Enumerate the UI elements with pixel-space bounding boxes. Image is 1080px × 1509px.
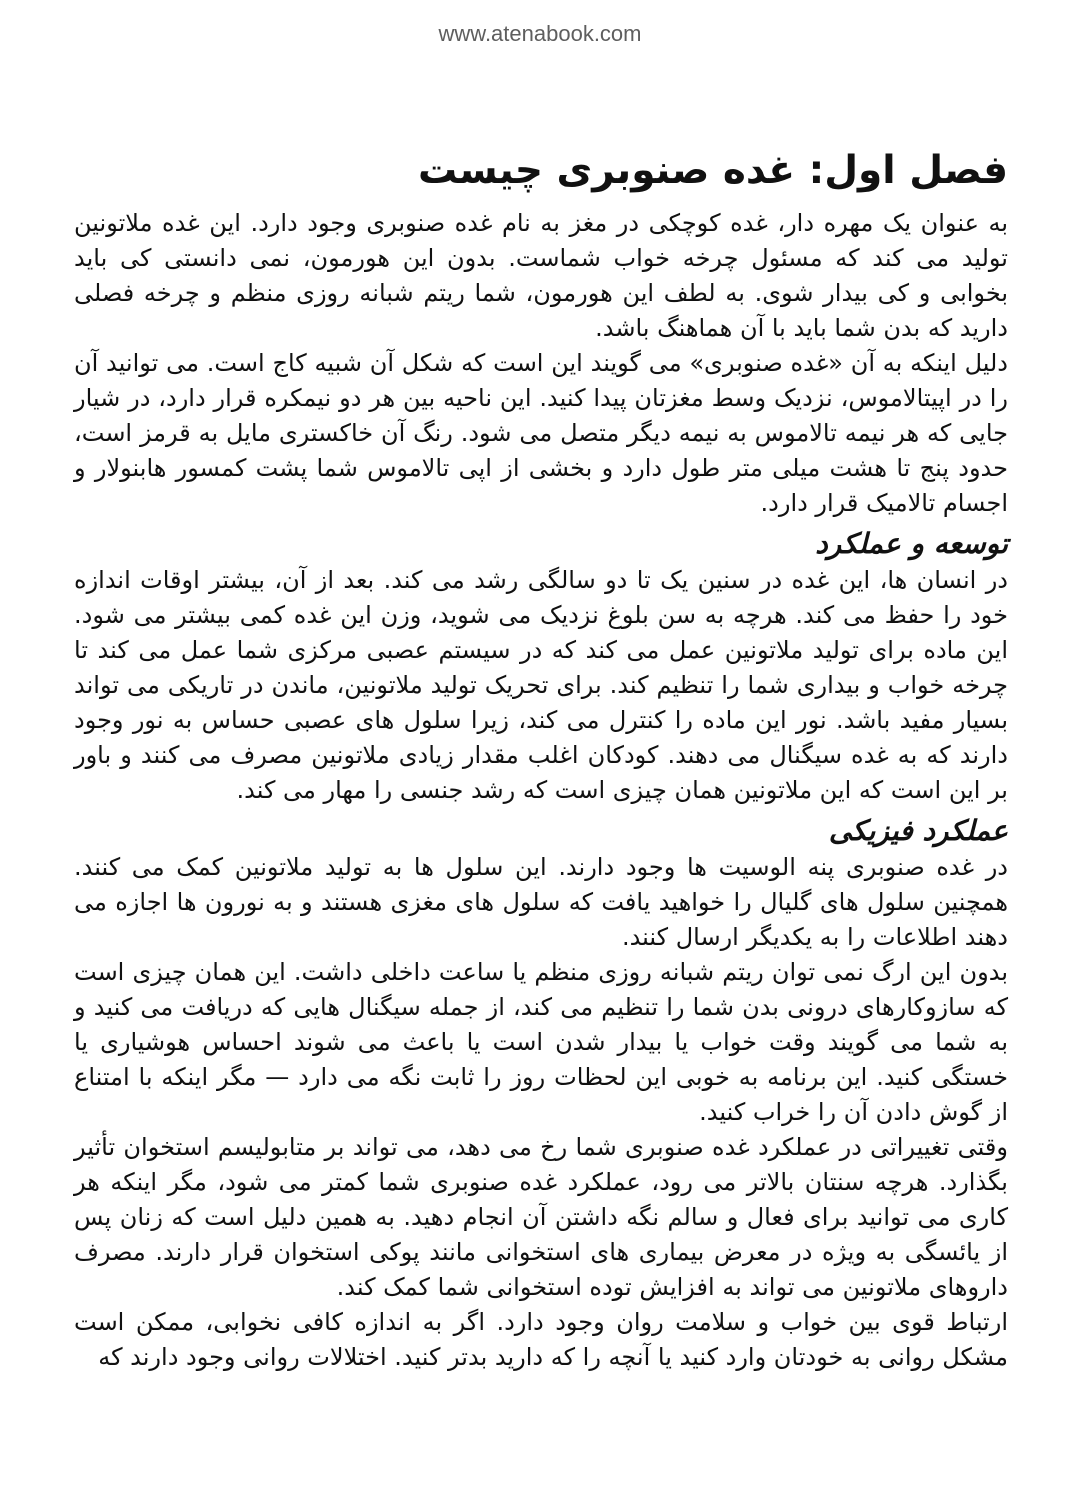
paragraph: در انسان ها، این غده در سنین یک تا دو سالگی رشد می کند. بعد از آن، بیشتر اوقات اندازه خود را حفظ می کند. هرچه به سن بلوغ نزدیک می شوید، وزن این غده کمی بیشتر می شود. این ماده برای تولید ملاتونین عمل می کند که در سیستم عصبی مرکزی شما عمل می کند تا چرخه خواب و بیداری شما را تنظیم کند. برای تحریک تولید ملاتونین، ماندن در تاریکی می تواند بسیار مفید باشد. نور این ماده را کنترل می کند، زیرا سلول های عصبی حساس به نور وجود دارند که به غده سیگنال می دهند. کودکان اغلب مقدار زیادی ملاتونین مصرف می کنند و باور بر این است که این ملاتونین همان چیزی است که رشد جنسی را مهار می کند. bbox=[74, 565, 1008, 804]
section-heading: توسعه و عملکرد bbox=[815, 526, 1008, 560]
paragraph: دلیل اینکه به آن «غده صنوبری» می گویند این است که شکل آن شبیه کاج است. می توانید آن را در اپیتالاموس، نزدیک وسط مغزتان پیدا کنید. این ناحیه بین هر دو نیمکره قرار دارد، در شیار جایی که هر نیمه تالاموس به نیمه دیگر متصل می شود. رنگ آن خاکستری مایل به قرمز است، حدود پنج تا هشت میلی متر طول دارد و بخشی از اپی تالاموس شما پشت کمسور هابنولار و اجسام تالامیک قرار دارد. bbox=[74, 348, 1008, 517]
paragraph: بدون این ارگ نمی توان ریتم شبانه روزی منظم یا ساعت داخلی داشت. این همان چیزی است که سازوکارهای درونی بدن شما را تنظیم می کند، از جمله سیگنال هایی که دریافت می کنید و به شما می گویند وقت خواب یا بیدار شدن است یا باعث می شوند احساس هوشیاری یا خستگی کنید. این برنامه به خوبی این لحظات روز را ثابت نگه می دارد — مگر اینکه با امتناع از گوش دادن آن را خراب کنید. bbox=[74, 957, 1008, 1126]
document-content bbox=[74, 147, 1008, 1375]
site-url-header: www.atenabook.com bbox=[438, 21, 642, 46]
section-heading: عملکرد فیزیکی bbox=[828, 813, 1008, 847]
paragraph: ارتباط قوی بین خواب و سلامت روان وجود دارد. اگر به اندازه کافی نخوابی، ممکن است مشکل روانی به خودتان وارد کنید یا آنچه را که دارید بدتر کنید. اختلالات روانی وجود دارند که bbox=[74, 1307, 1008, 1371]
paragraph: وقتی تغییراتی در عملکرد غده صنوبری شما رخ می دهد، می تواند بر متابولیسم استخوان تأثیر بگذارد. هرچه سنتان بالاتر می رود، عملکرد غده صنوبری شما کمتر می شود، مگر اینکه هر کاری می توانید برای فعال و سالم نگه داشتن آن انجام دهید. به همین دلیل است که زنان پس از یائسگی به ویژه در معرض بیماری های استخوانی مانند پوکی استخوان قرار دارند. مصرف داروهای ملاتونین می تواند به افزایش توده استخوانی شما کمک کند. bbox=[74, 1132, 1008, 1301]
document-body bbox=[74, 206, 1008, 1375]
paragraph: در غده صنوبری پنه الوسیت ها وجود دارند. این سلول ها به تولید ملاتونین کمک می کنند. همچنین سلول های گلیال را خواهید یافت که سلول های مغزی هستند و به نورون ها اجازه می دهند اطلاعات را به یکدیگر ارسال کنند. bbox=[74, 852, 1008, 951]
chapter-title: فصل اول: غده صنوبری چیست bbox=[417, 148, 1008, 193]
paragraph: به عنوان یک مهره دار، غده کوچکی در مغز به نام غده صنوبری وجود دارد. این غده ملاتونین تولید می کند که مسئول چرخه خواب شماست. بدون این هورمون، نمی دانستی کی باید بخوابی و کی بیدار شوی. به لطف این هورمون، شما ریتم شبانه روزی منظم و چرخه فصلی دارید که بدن شما باید با آن هماهنگ باشد. bbox=[74, 208, 1008, 342]
